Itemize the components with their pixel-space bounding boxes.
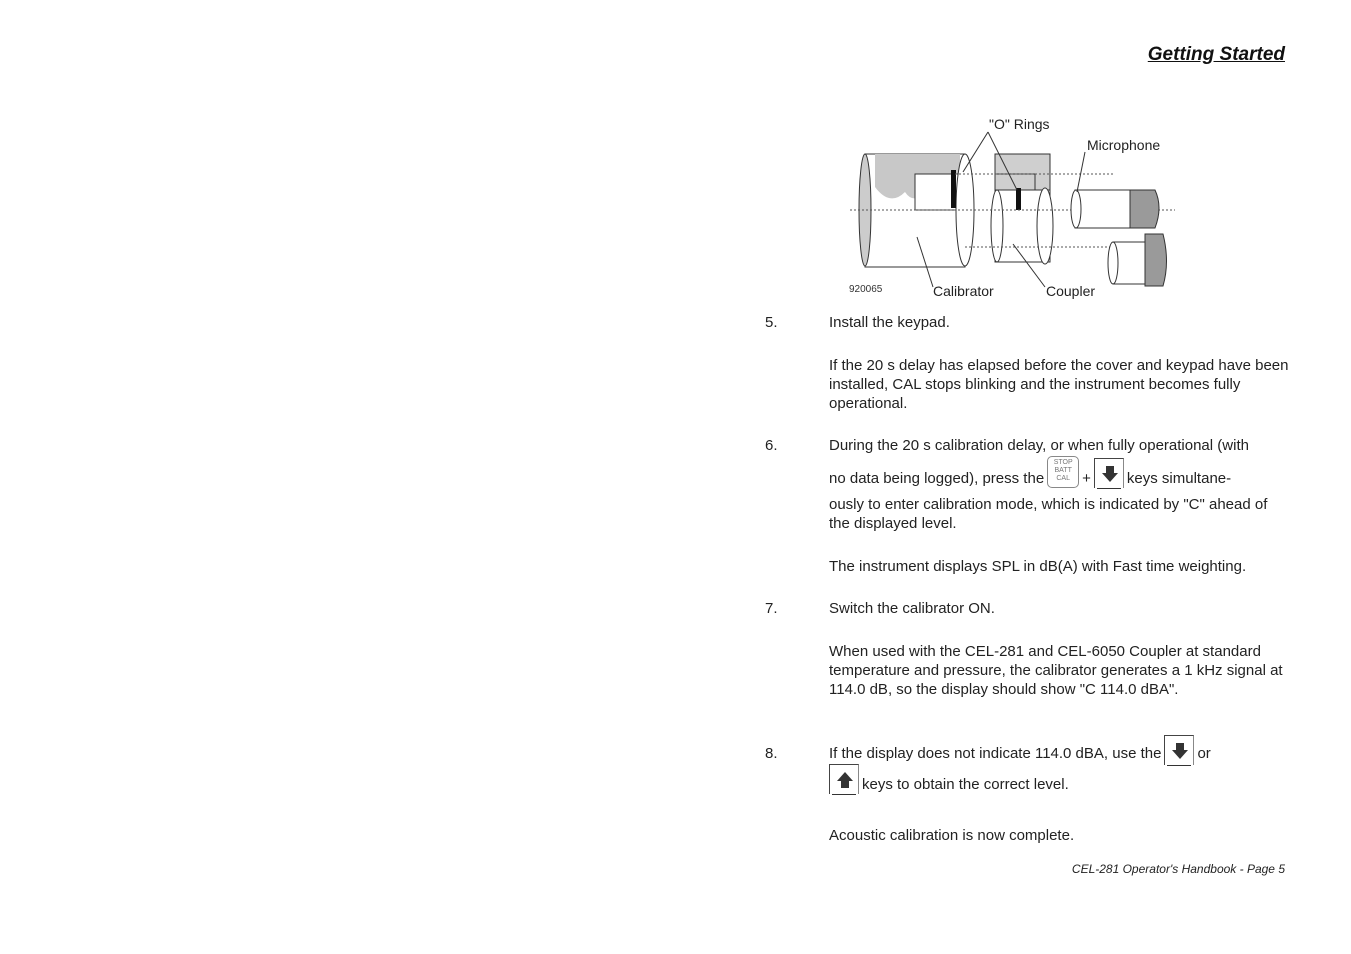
step-5-number: 5. bbox=[765, 314, 778, 331]
step-6-line2-pre: no data being logged), press the bbox=[829, 470, 1045, 487]
step-8-line2 bbox=[829, 764, 1291, 794]
page-title: Getting Started bbox=[1147, 44, 1285, 65]
stop-key-line2: BATT bbox=[1054, 467, 1072, 474]
coupler-label: Coupler bbox=[1046, 283, 1096, 299]
step-5-text: Install the keypad. bbox=[829, 314, 950, 331]
step-7-number: 7. bbox=[765, 600, 778, 617]
up-arrow-key-icon bbox=[829, 764, 859, 794]
step-7-text: Switch the calibrator ON. bbox=[829, 600, 995, 617]
down-arrow-key-icon bbox=[1164, 735, 1194, 765]
step-6-line1: During the 20 s calibration delay, or when fully operational (with bbox=[829, 437, 1249, 454]
calibrator-assembly-figure bbox=[845, 112, 1185, 304]
step-5-note: If the 20 s delay has elapsed before the cover and keypad have been installed, CAL stops blinking and the instrument becomes fully operational. bbox=[829, 357, 1289, 412]
figure-id: 920065 bbox=[849, 284, 883, 295]
page-footer: CEL-281 Operator's Handbook - Page 5 bbox=[1071, 862, 1285, 876]
step-6-line2-post: keys simultane- bbox=[1126, 470, 1232, 487]
microphone-label: Microphone bbox=[1087, 137, 1161, 153]
down-arrow-key-icon bbox=[1094, 458, 1124, 488]
stop-batt-cal-key-icon bbox=[1047, 456, 1079, 488]
step-7-note: When used with the CEL-281 and CEL-6050 Coupler at standard temperature and pressure, the calibrator generates a 1 kHz signal at 114.0 dB, so the display should show "C 114.0 dBA". bbox=[829, 643, 1283, 698]
stop-key-line3: CAL bbox=[1056, 475, 1070, 482]
step-8-note: Acoustic calibration is now complete. bbox=[829, 827, 1075, 844]
step-6-rest: ously to enter calibration mode, which is indicated by "C" ahead of the displayed level. bbox=[829, 496, 1268, 532]
o-rings-label: "O" Rings bbox=[989, 116, 1050, 132]
stop-key-line1: STOP bbox=[1053, 459, 1073, 466]
step-8-number: 8. bbox=[765, 745, 778, 762]
plus-sign: + bbox=[1082, 470, 1091, 487]
step-8-line2-post: keys to obtain the correct level. bbox=[862, 776, 1069, 793]
calibrator-label: Calibrator bbox=[933, 283, 994, 299]
step-6-note: The instrument displays SPL in dB(A) with Fast time weighting. bbox=[829, 558, 1247, 575]
step-8-line1 bbox=[829, 724, 1291, 763]
step-8-line1-pre: If the display does not indicate 114.0 dBA, use the bbox=[829, 745, 1162, 762]
step-8-line1-post: or bbox=[1197, 745, 1211, 762]
step-6-number: 6. bbox=[765, 437, 778, 454]
step-6-line2 bbox=[829, 456, 1291, 488]
